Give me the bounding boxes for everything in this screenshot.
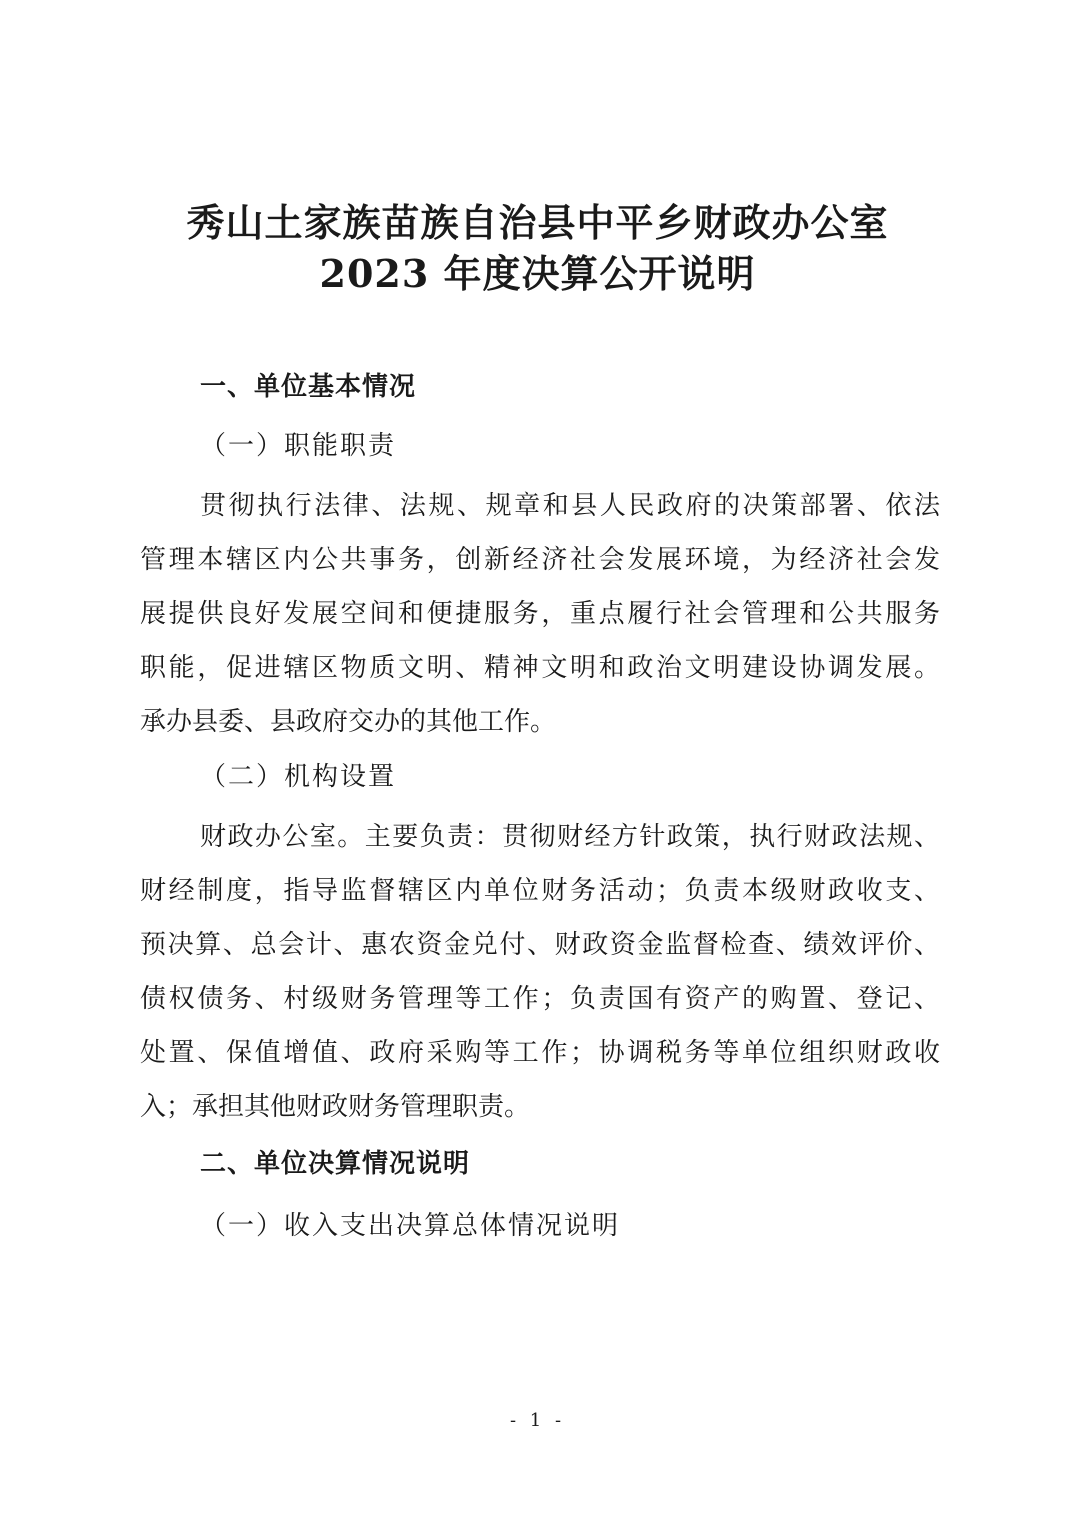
paragraph-line: 入；承担其他财政财务管理职责。 <box>140 1092 531 1122</box>
document-title-line-1: 秀山土家族苗族自治县中平乡财政办公室 <box>186 200 889 245</box>
document-title-line-2: 2023 年度决算公开说明 <box>319 251 756 296</box>
page-number: - 1 - <box>509 1410 566 1431</box>
section-heading-basic-info: 一、单位基本情况 <box>200 372 417 402</box>
paragraph-line: 债权债务、村级财务管理等工作；负责国有资产的购置、登记、 <box>140 984 940 1014</box>
paragraph-organization <box>140 810 940 1134</box>
paragraph-line: 贯彻执行法律、法规、规章和县人民政府的决策部署、依法 <box>200 491 940 521</box>
subsection-heading-functions: （一）职能职责 <box>200 431 397 461</box>
paragraph-line: 承办县委、县政府交办的其他工作。 <box>140 707 557 737</box>
subsection-heading-income-expenditure: （一）收入支出决算总体情况说明 <box>200 1211 621 1241</box>
paragraph-line: 财政办公室。主要负责：贯彻财经方针政策，执行财政法规、 <box>200 822 940 852</box>
paragraph-line: 处置、保值增值、政府采购等工作；协调税务等单位组织财政收 <box>140 1038 940 1068</box>
section-heading-final-accounts: 二、单位决算情况说明 <box>200 1149 471 1179</box>
paragraph-line: 预决算、总会计、惠农资金兑付、财政资金监督检查、绩效评价、 <box>140 930 940 960</box>
paragraph-line: 职能，促进辖区物质文明、精神文明和政治文明建设协调发展。 <box>140 653 940 683</box>
paragraph-line: 管理本辖区内公共事务，创新经济社会发展环境，为经济社会发 <box>140 545 940 575</box>
paragraph-line: 展提供良好发展空间和便捷服务，重点履行社会管理和公共服务 <box>140 599 940 629</box>
subsection-heading-organization: （二）机构设置 <box>200 762 397 792</box>
paragraph-functions <box>140 479 940 749</box>
paragraph-line: 财经制度，指导监督辖区内单位财务活动；负责本级财政收支、 <box>140 876 940 906</box>
